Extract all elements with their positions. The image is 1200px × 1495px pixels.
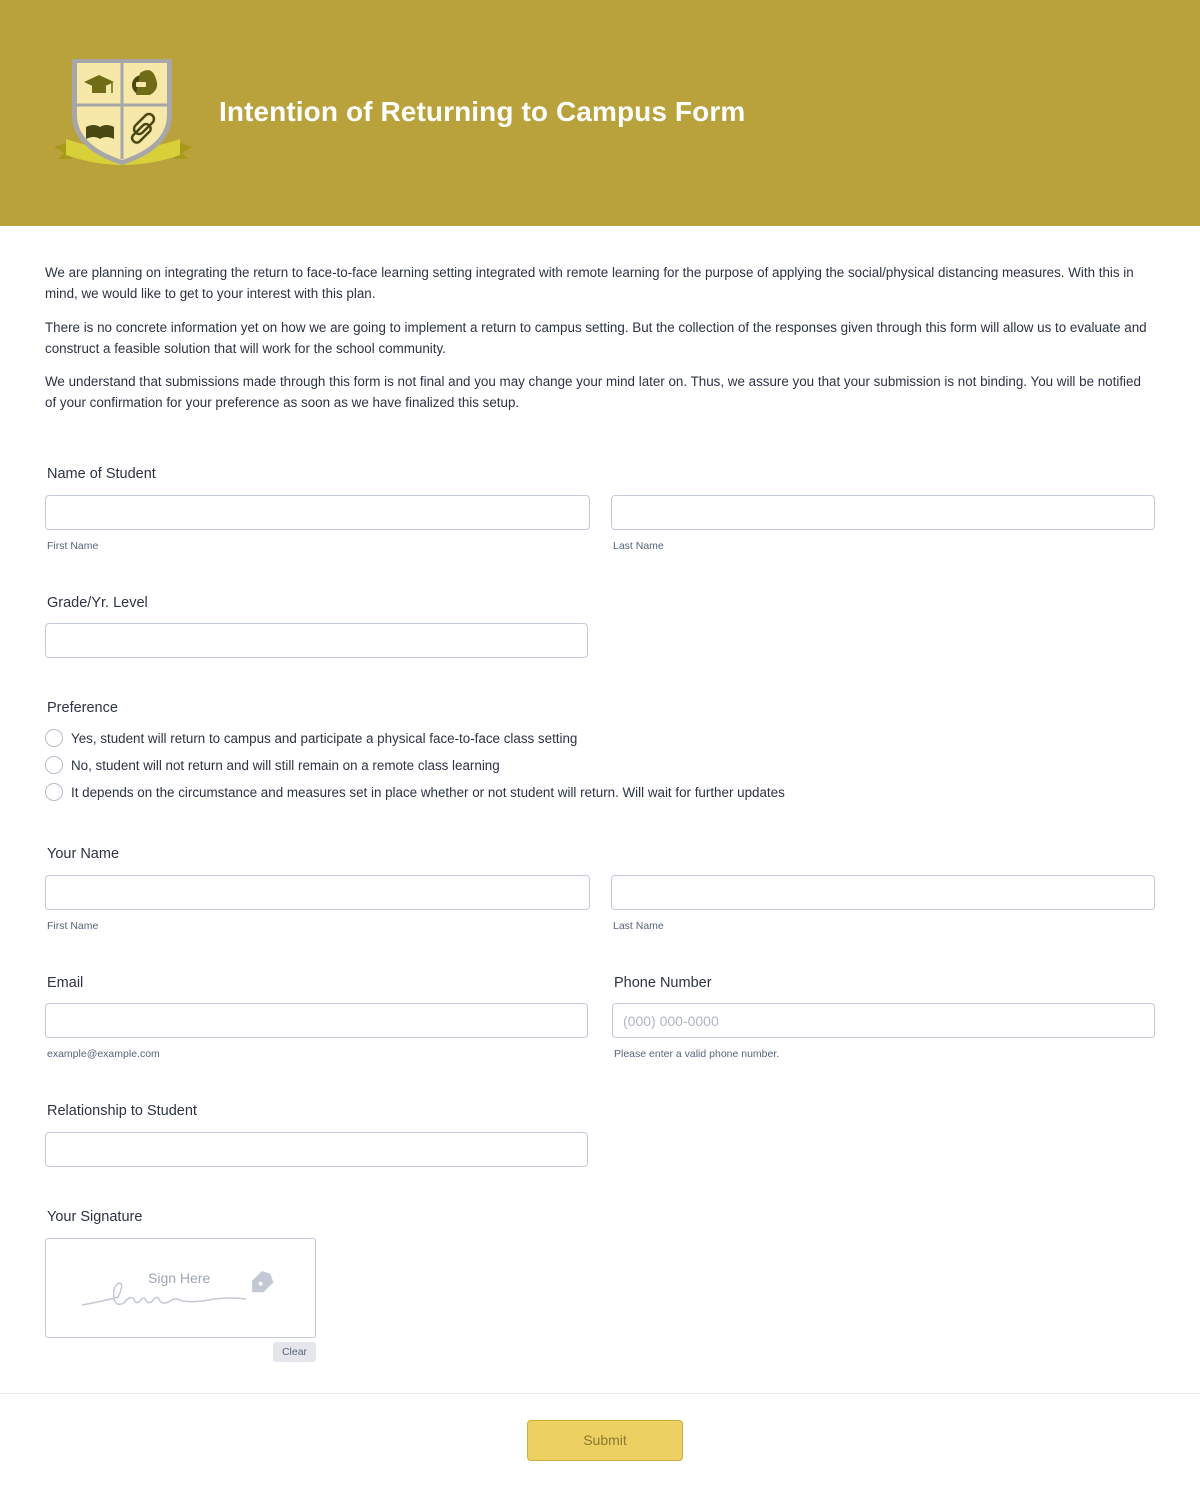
email-input[interactable] [45, 1003, 588, 1038]
signature-scribble-icon [46, 1239, 317, 1339]
your-name-label: Your Name [47, 846, 120, 862]
sign-here-placeholder: Sign Here [148, 1270, 211, 1286]
preference-option-no[interactable] [45, 755, 500, 775]
grade-input[interactable] [45, 623, 588, 658]
student-first-name-sublabel: First Name [47, 540, 99, 552]
preference-option-label: No, student will not return and will still remain on a remote class learning [71, 757, 500, 773]
clear-signature-button[interactable]: Clear [273, 1342, 316, 1362]
intro-paragraph: There is no concrete information yet on how we are going to implement a return to campus setting. But the collection of the responses given through this form will allow us to evaluate and construct a feasible solution that will work for the school community. [45, 319, 1147, 356]
phone-sublabel: Please enter a valid phone number. [614, 1048, 780, 1060]
preference-option-yes[interactable] [45, 728, 577, 748]
email-sublabel: example@example.com [47, 1048, 160, 1060]
student-last-name-input[interactable] [611, 495, 1155, 530]
signature-pad[interactable] [45, 1238, 316, 1338]
signature-label: Your Signature [47, 1209, 143, 1225]
intro-paragraph: We understand that submissions made through this form is not final and you may change your mind later on. Thus, we assure you that your submission is not binding. You will be notified of your confirmation for your preference as soon as we have finalized this setup. [45, 374, 1141, 410]
pen-nib-icon [246, 1268, 276, 1298]
grade-label: Grade/Yr. Level [47, 595, 148, 611]
phone-input[interactable] [612, 1003, 1155, 1038]
footer-divider [0, 1393, 1200, 1394]
submit-button[interactable]: Submit [527, 1420, 683, 1461]
preference-option-label: Yes, student will return to campus and participate a physical face-to-face class setting [71, 730, 578, 746]
your-first-name-input[interactable] [45, 875, 590, 910]
form-description [45, 262, 1155, 426]
radio-button[interactable] [45, 729, 63, 747]
form-header [0, 0, 1200, 226]
student-first-name-input[interactable] [45, 495, 590, 530]
preference-option-depends[interactable] [45, 782, 785, 802]
school-crest-logo [52, 55, 194, 171]
your-first-name-sublabel: First Name [47, 920, 99, 932]
email-label: Email [47, 975, 84, 991]
your-last-name-sublabel: Last Name [613, 920, 664, 932]
student-last-name-sublabel: Last Name [613, 540, 664, 552]
phone-label: Phone Number [614, 975, 712, 991]
radio-button[interactable] [45, 783, 63, 801]
relationship-input[interactable] [45, 1132, 588, 1167]
preference-option-label: It depends on the circumstance and measures set in place whether or not student will return. Will wait for further updates [71, 784, 785, 800]
preference-label: Preference [47, 700, 118, 716]
student-name-label: Name of Student [47, 466, 156, 482]
relationship-label: Relationship to Student [47, 1103, 197, 1119]
your-last-name-input[interactable] [611, 875, 1155, 910]
radio-button[interactable] [45, 756, 63, 774]
intro-paragraph: We are planning on integrating the return to face-to-face learning setting integrated with remote learning for the purpose of applying the social/physical distancing measures. With this in mind, we would like to get to your interest with this plan. [45, 265, 1134, 301]
form-title: Intention of Returning to Campus Form [219, 96, 746, 127]
